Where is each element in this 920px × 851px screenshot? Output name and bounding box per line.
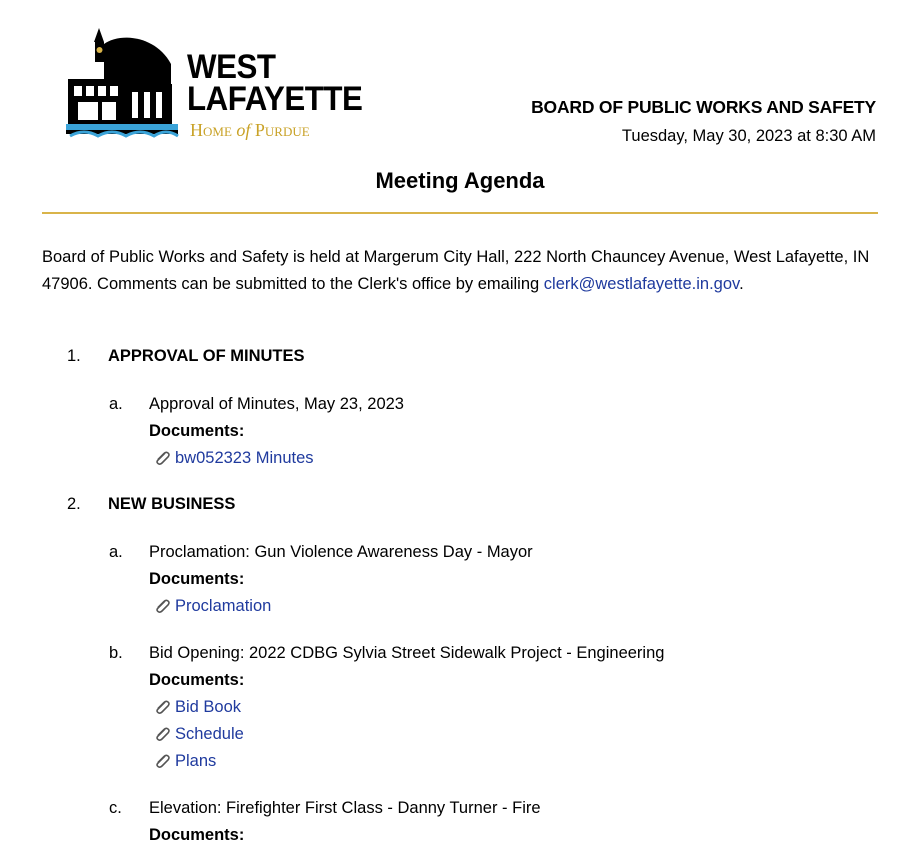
- section-title: NEW BUSINESS: [108, 495, 236, 513]
- city-hall-icon: [66, 24, 186, 144]
- documents-label: Documents:: [149, 826, 245, 844]
- page-title: Meeting Agenda: [375, 168, 545, 193]
- item-letter: a.: [109, 543, 123, 561]
- agenda-item: Approval of Minutes, May 23, 2023: [149, 395, 404, 413]
- logo-tag-purdue: Purdue: [254, 120, 310, 140]
- paperclip-icon: [153, 726, 171, 742]
- logo-tagline: [190, 120, 310, 140]
- paperclip-icon: [153, 753, 171, 769]
- document-link-label: Bid Book: [175, 698, 242, 716]
- intro-end: .: [739, 275, 744, 293]
- logo-text-west: WEST: [187, 48, 276, 86]
- documents-label: Documents:: [149, 671, 245, 689]
- intro-text: Board of Public Works and Safety is held at Margerum City Hall, 222 North Chauncey Avenue, West Lafayette, IN 47906. Comments can be submitted to the Clerk's office by emailing: [42, 248, 870, 293]
- paperclip-icon: [153, 450, 171, 466]
- clerk-email-link[interactable]: clerk@westlafayette.in.gov: [543, 275, 740, 293]
- meeting-date: Tuesday, May 30, 2023 at 8:30 AM: [621, 127, 876, 145]
- documents-label: Documents:: [149, 570, 245, 588]
- section-number: 1.: [67, 347, 81, 365]
- document-link-label: Plans: [175, 752, 217, 770]
- header-divider: [42, 212, 878, 214]
- board-title: BOARD OF PUBLIC WORKS AND SAFETY: [531, 97, 876, 117]
- item-letter: b.: [109, 644, 123, 662]
- agenda-item: Proclamation: Gun Violence Awareness Day - Mayor: [149, 543, 533, 561]
- logo-tag-of: of: [236, 120, 251, 140]
- item-letter: c.: [109, 799, 122, 817]
- item-letter: a.: [109, 395, 123, 413]
- document-link-label: Proclamation: [175, 597, 272, 615]
- logo-tag-home: Home: [190, 120, 232, 140]
- paperclip-icon: [153, 598, 171, 614]
- west-lafayette-logo: [66, 24, 366, 144]
- paperclip-icon: [153, 699, 171, 715]
- document-link[interactable]: [153, 725, 244, 744]
- agenda-item: Elevation: Firefighter First Class - Danny Turner - Fire: [149, 799, 541, 817]
- document-link[interactable]: [153, 698, 241, 717]
- documents-label: Documents:: [149, 422, 245, 440]
- section-number: 2.: [67, 495, 81, 513]
- logo-text-lafayette: LAFAYETTE: [187, 80, 363, 118]
- document-link[interactable]: [153, 449, 314, 468]
- document-link-label: Schedule: [175, 725, 244, 743]
- document-link[interactable]: [153, 597, 271, 616]
- document-link[interactable]: [153, 752, 216, 771]
- agenda-item: Bid Opening: 2022 CDBG Sylvia Street Sidewalk Project - Engineering: [149, 644, 665, 662]
- section-title: APPROVAL OF MINUTES: [108, 347, 305, 365]
- document-link-label: bw052323 Minutes: [175, 449, 314, 467]
- intro-paragraph: [42, 244, 882, 298]
